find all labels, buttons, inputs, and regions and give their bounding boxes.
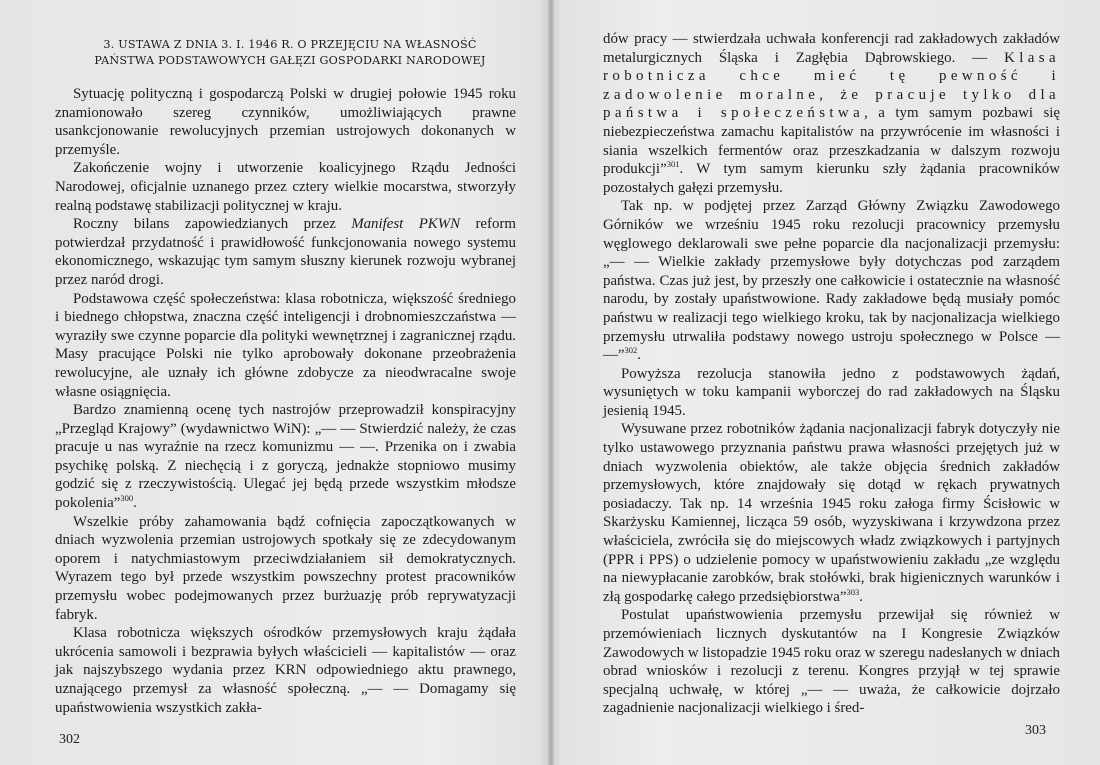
paragraph bbox=[603, 197, 1060, 364]
left-page bbox=[0, 0, 548, 765]
footnote-ref: 300 bbox=[120, 493, 134, 504]
text-run: Roczny bilans zapowiedzianych przez bbox=[73, 216, 352, 233]
paragraph: Postulat upaństwowienia przemysłu przewijał się również w przemówieniach licznych dyskutantów na I Kongresie Związków Zawodowych w listopadzie 1945 roku oraz w szeregu nadesłanych w dniach obrad wniosków i rezolucji z terenu. Kongres przyjął w tej sprawie specjalną uchwałę, w której „— — uważa, że całkowicie dojrzało zagadnienie nacjonalizacji wielkiego i śred- bbox=[603, 607, 1060, 717]
section-heading bbox=[60, 37, 520, 69]
text-run: reform potwierdzał przydatność i prawidłowość funkcjonowania nowego systemu ekonomicznego, wskazując tym samym słuszny kierunek rozwoju wybranej przez naród drogi. bbox=[55, 216, 516, 288]
footnote-ref: 303 bbox=[846, 586, 860, 597]
page-number: 302 bbox=[59, 732, 80, 747]
text-run: . bbox=[637, 347, 641, 364]
text-run: , a tym samym pozbawi się niebezpieczeństwa zamachu kapitalistów na przywrócenie im własności i siania wszelkich fermentów oraz przeszkadzania w dalszym rozwoju produkcji” bbox=[603, 105, 1060, 178]
paragraph: Sytuację polityczną i gospodarczą Polski w drugiej połowie 1945 roku znamionowało szereg czynników, umożliwiających prawne usankcjonowanie rewolucyjnych przemian ustrojowych dokonanych w przemyśle. bbox=[55, 86, 516, 158]
right-text-block bbox=[603, 30, 1060, 718]
paragraph bbox=[55, 401, 516, 513]
text-run: . bbox=[133, 495, 137, 512]
paragraph: Klasa robotnicza większych ośrodków przemysłowych kraju żądała ukrócenia samowoli i bezprawia byłych właścicieli — kapitalistów — oraz jak najszybszego wydania przez KRN odpowiedniego aktu prawnego, uznającego przemysł za własność społeczną. „— — Domagamy się upaństwowienia wszystkich zakła- bbox=[55, 625, 516, 716]
left-text-block bbox=[55, 85, 516, 717]
text-run: Tak np. w podjętej przez Zarząd Główny Związku Zawodowego Górników we wrześniu 1945 roku rezolucji pracownicy przemysłu węglowego deklarowali swe pełne poparcie dla nacjonalizacji przemysłu: „— — Wielkie zakłady przemysłowe były dotychczas pod zarządem państwa. Czas już jest, by przeszły one całkowicie i ostatecznie na własność narodu, by zostały upaństwowione. Rady zakładowe będą musiały pomóc państwu w realizacji tego wielkiego kroku, tak by nacjonalizacja wielkiego przemysłu utrwaliła podstawy nowego ustroju społecznego w Polsce — —” bbox=[603, 198, 1060, 364]
paragraph: Podstawowa część społeczeństwa: klasa robotnicza, większość średniego i biednego chłopstwa, znaczna część inteligencji i drobnomieszczaństwa — wyraziły swe czynne poparcie dla polityki wewnętrznej i zagranicznej rządu. Masy pracujące Polski nie tylko aprobowały dokonane przeobrażenia rewolucyjne, ale uznały ich główne zdobycze za nieodwracalne swoje własne osiągnięcia. bbox=[55, 290, 516, 400]
page-number: 303 bbox=[1025, 723, 1046, 738]
paragraph bbox=[603, 420, 1060, 606]
text-run: dów pracy — stwierdzała uchwała konferencji rad zakładowych zakładów metalurgicznych Śląska i Zagłębia Dąbrowskiego. — bbox=[603, 31, 1060, 66]
paragraph bbox=[55, 215, 516, 289]
footnote-ref: 302 bbox=[624, 345, 638, 356]
footnote-ref: 301 bbox=[666, 159, 680, 170]
paragraph: Powyższa rezolucja stanowiła jedno z podstawowych żądań, wysuniętych w toku kampanii wyborczej do rad zakładowych na Śląsku jesienią 1945. bbox=[603, 365, 1060, 419]
right-page bbox=[554, 0, 1100, 765]
paragraph: Zakończenie wojny i utworzenie koalicyjnego Rządu Jedności Narodowej, oficjalnie uznanego przez cztery wielkie mocarstwa, stworzyły realną podstawę stabilizacji politycznej w kraju. bbox=[55, 160, 516, 214]
text-run: Wysuwane przez robotników żądania nacjonalizacji fabryk dotyczyły nie tylko ustawowego przyznania państwu prawa własności przejętych już w dniach wyzwolenia obiektów, ale także objęcia średnich zakładów przemysłowych, które znajdowały się dotąd w rękach prywatnych posiadaczy. Tak np. 14 września 1945 roku załoga firmy Ścisłowic w Skarżysku Kamiennej, licząca 59 osób, wyzyskiwana i krzywdzona przez właściciela, zwróciła się do miejscowych władz związkowych i partyjnych (PPR i PPS) o udzielenie pomocy w upaństwowieniu zakładu „ze względu na niewypłacanie zarobków, brak stołówki, brak higienicznych warunków i złą gospodarkę całego przedsiębiorstwa” bbox=[603, 421, 1060, 605]
text-run: . W tym samym kierunku szły żądania pracowników pozostałych gałęzi przemysłu. bbox=[603, 161, 1060, 196]
text-run: . bbox=[859, 588, 864, 605]
text-run: Bardzo znamienną ocenę tych nastrojów przeprowadził konspiracyjny „Przegląd Krajowy” (wydawnictwo WiN): „— — Stwierdzić należy, że czas pracuje u nas wyraźnie na rzecz komunizmu — —. Przenika on i zwabia psychikę polską. Z niechęcią i z goryczą, jednakże stopniowo musimy godzić się z rzeczywistością. Ulegać jej będą przede wszystkim młodsze pokolenia” bbox=[55, 402, 516, 512]
paragraph: Wszelkie próby zahamowania bądź cofnięcia zapoczątkowanych w dniach wyzwolenia przemian ustrojowych spotkały się ze zdecydowanym oporem i natychmiastowym przeciwdziałaniem sił demokratycznych. Wyrazem tego był przede wszystkim powszechny protest pracowników przemysłu wobec podejmowanych przez burżuazję prób reprywatyzacji fabryk. bbox=[55, 513, 516, 623]
heading-line-2: PAŃSTWA PODSTAWOWYCH GAŁĘZI GOSPODARKI NARODOWEJ bbox=[94, 54, 486, 67]
paragraph bbox=[603, 30, 1060, 197]
manifest-title: Manifest PKWN bbox=[351, 216, 461, 233]
spaced-emphasis: Klasa robotnicza chce mieć tę pewność i zadowolenie moralne, że pracuje tylko dla państwa i społeczeństwa bbox=[603, 49, 1060, 122]
heading-line-1: 3. USTAWA Z DNIA 3. I. 1946 R. O PRZEJĘCIU NA WŁASNOŚĆ bbox=[103, 38, 477, 51]
